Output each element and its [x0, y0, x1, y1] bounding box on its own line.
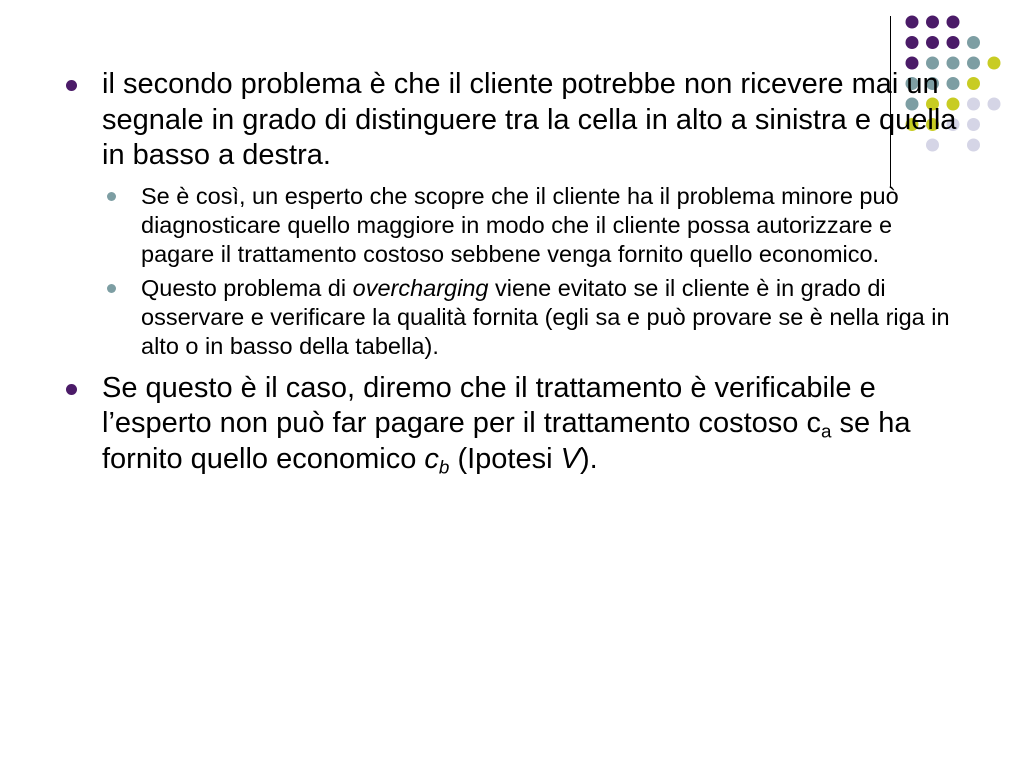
hypothesis-label: V — [560, 442, 580, 475]
bullet-text-part3: (Ipotesi — [449, 442, 561, 475]
decorative-dot — [906, 16, 919, 29]
sub-bullet-text-post: viene evitato se il cliente è in grado di osservare e verificare la qualità fornita (egli sa e può provare se è nella riga in alto o in basso della tabella). — [141, 274, 950, 359]
decorative-dot — [967, 36, 980, 49]
subscript-b — [439, 456, 449, 477]
slide-content — [60, 67, 965, 483]
decorative-dot — [967, 57, 980, 70]
decorative-dot — [947, 36, 960, 49]
decorative-dot — [967, 98, 980, 111]
bullet-item — [60, 371, 965, 478]
decorative-dot — [988, 57, 1001, 70]
decorative-dot — [906, 36, 919, 49]
sub-bullet-text: Se è così, un esperto che scopre che il cliente ha il problema minore può diagnosticare quello maggiore in modo che il cliente possa autorizzare e pagare il trattamento costoso sebbene venga fornito quello economico. — [141, 182, 899, 267]
decorative-dot — [967, 77, 980, 90]
bullet-text-part1: Se questo è il caso, diremo che il trattamento è verificabile e l’esperto non può far pagare per il trattamento costoso c — [102, 371, 876, 439]
bullet-dot-icon — [66, 80, 77, 91]
bullet-text: il secondo problema è che il cliente potrebbe non ricevere mai un segnale in grado di distinguere tra la cella in alto a sinistra e quella in basso a destra. — [102, 68, 957, 171]
subscript-a: a — [820, 420, 832, 442]
decorative-dot — [988, 98, 1001, 111]
decorative-dot — [947, 16, 960, 29]
sub-bullet-text-pre: Questo problema di — [141, 274, 353, 301]
symbol-c: c — [424, 442, 439, 475]
sub-bullet-item — [60, 182, 965, 269]
sub-bullet-dot-icon — [107, 284, 116, 293]
decorative-dot — [926, 36, 939, 49]
sub-bullet-text-emphasis: overcharging — [352, 274, 489, 301]
decorative-dot — [926, 16, 939, 29]
decorative-dot — [967, 139, 980, 152]
decorative-dot — [967, 118, 980, 131]
bullet-item — [60, 67, 965, 174]
subscript-b-text: b — [438, 455, 450, 477]
sub-bullet-dot-icon — [107, 192, 116, 201]
bullet-text-part2: se ha fornito quello economico — [102, 407, 911, 475]
bullet-dot-icon — [66, 384, 77, 395]
sub-bullet-item — [60, 274, 965, 361]
bullet-text-part4: ). — [579, 442, 598, 475]
sub-bullet-list — [60, 182, 965, 361]
